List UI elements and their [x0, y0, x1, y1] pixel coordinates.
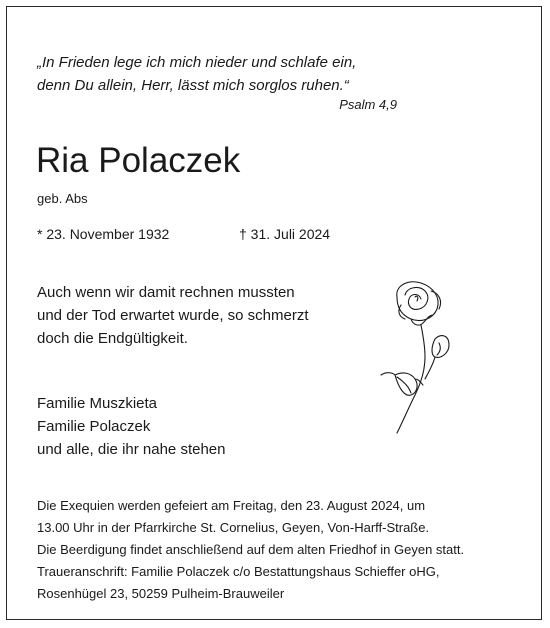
message-line: doch die Endgültigkeit.: [37, 330, 188, 347]
message-line: und der Tod erwartet wurde, so schmerzt: [37, 307, 309, 324]
funeral-details: [37, 495, 527, 605]
death-date: † 31. Juli 2024: [239, 226, 331, 242]
obituary-card: [6, 6, 542, 620]
quote-line: „In Frieden lege ich mich nieder und schlafe ein,: [37, 54, 357, 71]
detail-line: Traueranschrift: Familie Polaczek c/o Bestattungshaus Schieffer oHG,: [37, 564, 440, 579]
mourner-line: Familie Polaczek: [37, 418, 151, 435]
psalm-quote: [37, 51, 397, 112]
message-line: Auch wenn wir damit rechnen mussten: [37, 284, 295, 301]
mourners-list: [37, 392, 225, 461]
birth-date: * 23. November 1932: [37, 226, 170, 242]
detail-line: 13.00 Uhr in der Pfarrkirche St. Cornelius, Geyen, Von-Harff-Straße.: [37, 520, 430, 535]
quote-source: Psalm 4,9: [339, 97, 397, 112]
mourner-line: und alle, die ihr nahe stehen: [37, 441, 226, 458]
condolence-message: [37, 281, 309, 350]
birth-name: geb. Abs: [37, 191, 88, 206]
deceased-name: Ria Polaczek: [36, 141, 241, 180]
rose-drawing-icon: [375, 275, 465, 435]
detail-line: Die Exequien werden gefeiert am Freitag, den 23. August 2024, um: [37, 498, 426, 513]
detail-line: Die Beerdigung findet anschließend auf dem alten Friedhof in Geyen statt.: [37, 542, 465, 557]
mourner-line: Familie Muszkieta: [37, 395, 158, 412]
detail-line: Rosenhügel 23, 50259 Pulheim-Brauweiler: [37, 586, 285, 601]
quote-line: denn Du allein, Herr, lässt mich sorglos ruhen.“: [37, 77, 349, 94]
